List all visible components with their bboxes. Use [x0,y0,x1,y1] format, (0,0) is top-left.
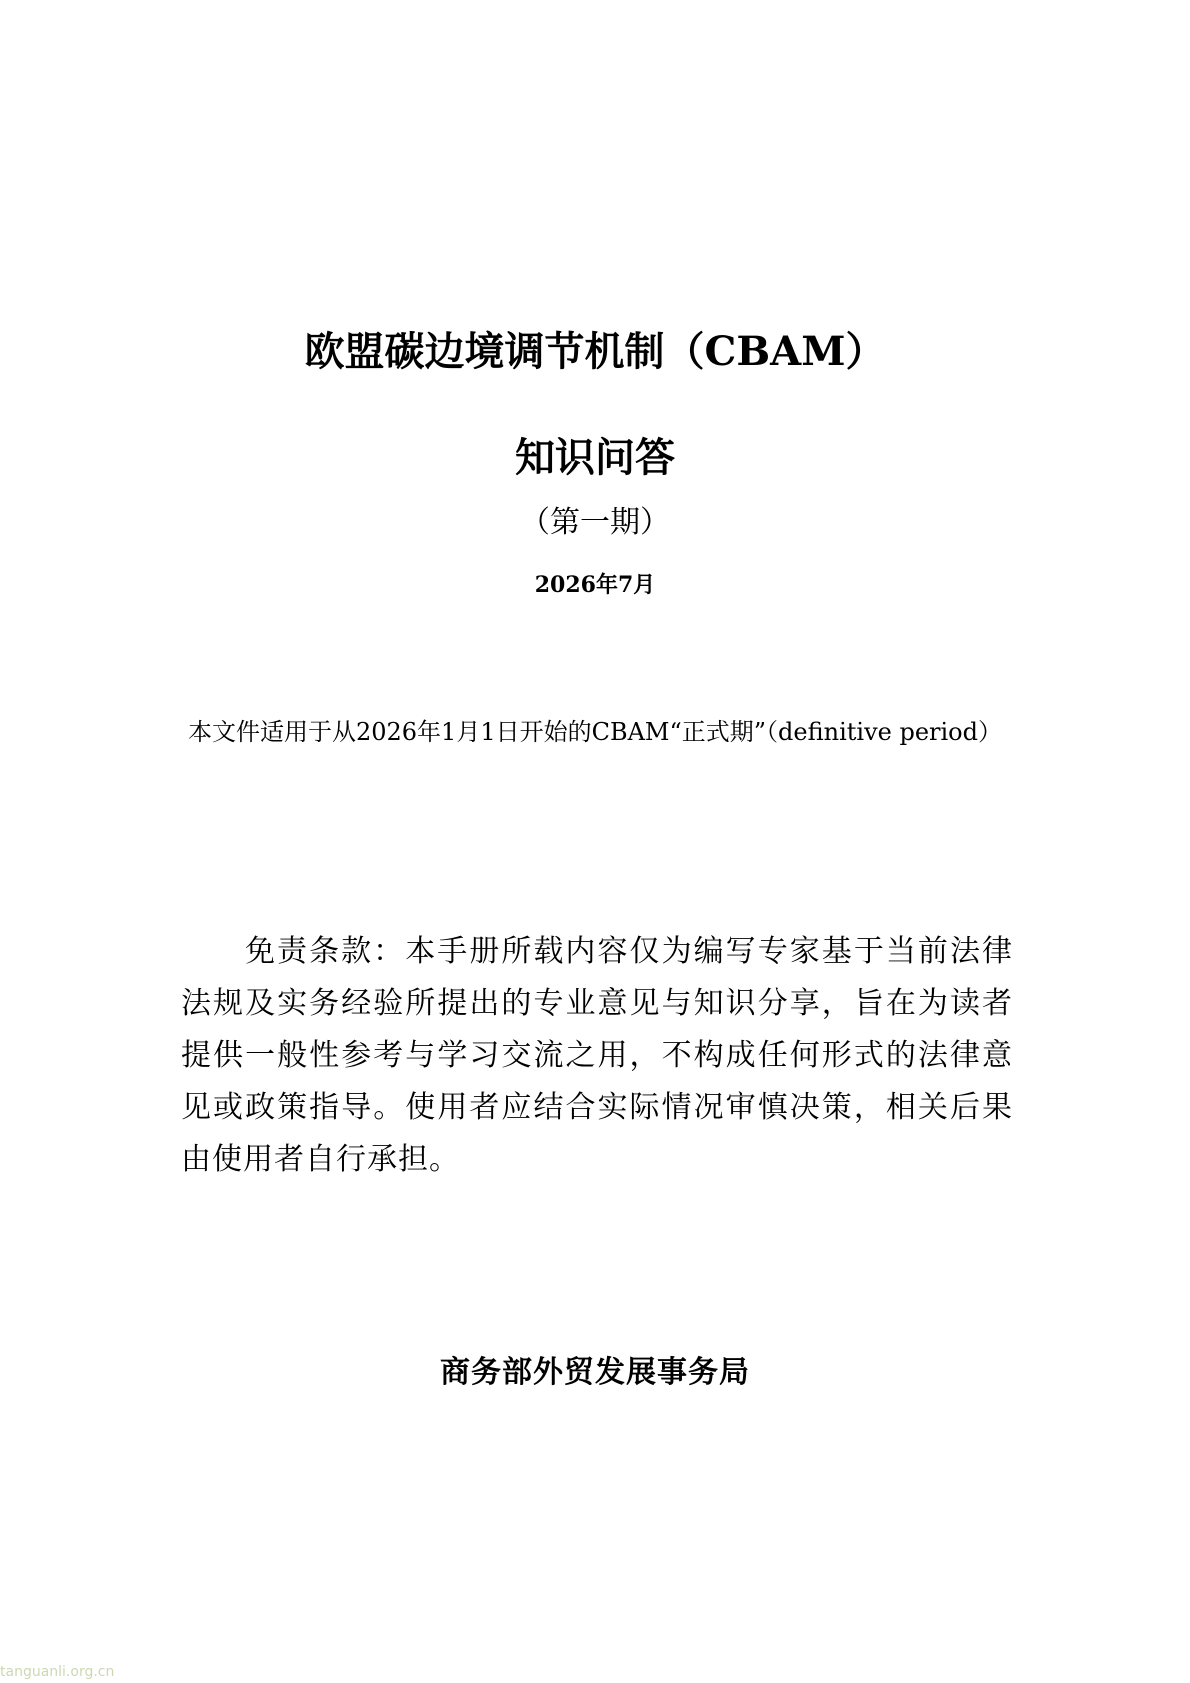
issue-number: （第一期） [520,505,670,540]
scope-note: 本文件适用于从2026年1月1日开始的CBAM“正式期”（definitive period） [187,718,1002,746]
watermark-text: tanguanli.org.cn [0,1664,115,1680]
document-title-line-2: 知识问答 [515,434,675,481]
disclaimer-paragraph: 免责条款：本手册所载内容仅为编写专家基于当前法律法规及实务经验所提出的专业意见与知识分享，旨在为读者提供一般性参考与学习交流之用，不构成任何形式的法律意见或政策指导。使用者应结合实际情况审慎决策，相关后果由使用者自行承担。 [181,934,1013,1177]
document-title-line-1: 欧盟碳边境调节机制（CBAM） [304,328,886,375]
issuing-organization: 商务部外贸发展事务局 [440,1355,750,1390]
publication-date: 2026年7月 [534,572,656,598]
